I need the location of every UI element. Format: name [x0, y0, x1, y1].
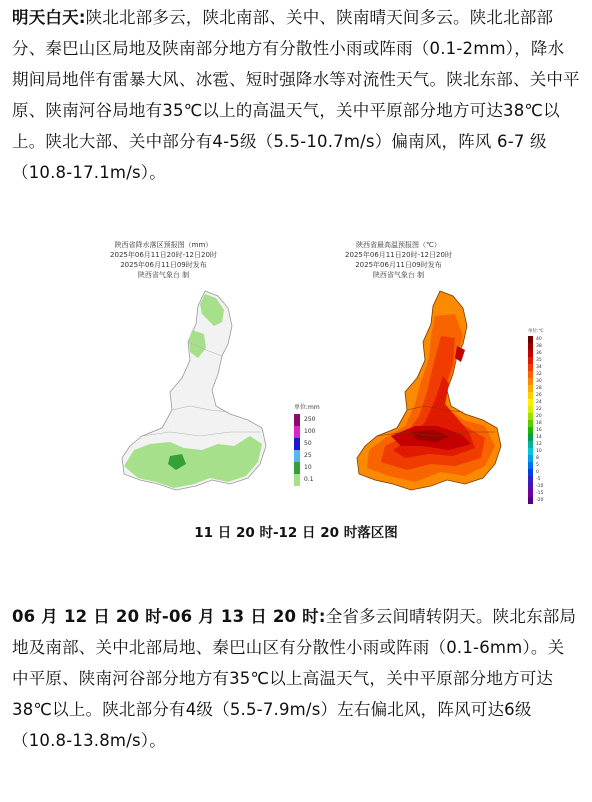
temp-legend-label: 10 — [536, 449, 542, 454]
rain-legend-swatch — [294, 474, 300, 486]
temp-legend-row — [528, 413, 544, 420]
temp-legend-swatch — [528, 336, 533, 343]
temp-legend-swatch — [528, 371, 533, 378]
temperature-legend — [528, 328, 544, 504]
temp-legend-label: -5 — [536, 477, 541, 482]
rain-map-title: 陕西省降水落区预报图（mm） — [114, 241, 213, 249]
temp-legend-label: 26 — [536, 393, 542, 398]
rain-legend-label: 250 — [304, 416, 316, 423]
forecast-maps — [0, 240, 592, 510]
rain-legend-row — [294, 450, 320, 462]
temp-legend-label: 22 — [536, 407, 542, 412]
temp-legend-label: 36 — [536, 351, 542, 356]
temp-legend-swatch — [528, 378, 533, 385]
temp-legend-swatch — [528, 476, 533, 483]
temp-legend-label: 12 — [536, 442, 542, 447]
temp-legend-row — [528, 357, 544, 364]
rain-legend-label: 25 — [304, 452, 312, 459]
rain-legend-title: 单位:mm — [294, 404, 320, 411]
forecast-tomorrow-text: 陕北北部多云，陕北南部、关中、陕南晴天间多云。陕北北部部分、秦巴山区局地及陕南部分地方有分散性小雨或阵雨（0.1-2mm），降水期间局地伴有雷暴大风、冰雹、短时强降水等对流性天气。陕北东部、关中平原、陕南河谷局地有35℃以上的高温天气，关中平原部分地方可达38℃以上。陕北大部、关中部分有4-5级（5.5-10.7m/s）偏南风，阵风 6-7 级（10.8-17.1m/s）。 — [12, 8, 580, 182]
rain-legend-row — [294, 414, 320, 426]
rain-legend-swatch — [294, 450, 300, 462]
temp-legend-row — [528, 462, 544, 469]
temp-legend-row — [528, 399, 544, 406]
temp-map-title: 陕西省最高温预报图（℃） — [356, 241, 441, 249]
temp-legend-label: -10 — [536, 484, 544, 489]
temp-legend-label: -20 — [536, 498, 544, 503]
temp-legend-label: 40 — [536, 337, 542, 342]
rain-legend-label: 10 — [304, 464, 312, 471]
temp-legend-label: 35 — [536, 358, 542, 363]
temp-legend-label: 38 — [536, 344, 542, 349]
temp-legend-row — [528, 469, 544, 476]
temp-legend-swatch — [528, 343, 533, 350]
temp-legend-swatch — [528, 497, 533, 504]
temp-legend-label: 30 — [536, 379, 542, 384]
maps-caption: 11 日 20 时-12 日 20 时落区图 — [194, 525, 398, 541]
temperature-forecast-map — [345, 286, 525, 501]
temp-legend-swatch — [528, 413, 533, 420]
rain-legend-row — [294, 426, 320, 438]
temp-legend-swatch — [528, 392, 533, 399]
rain-legend-swatch — [294, 426, 300, 438]
temp-legend-label: -15 — [536, 491, 544, 496]
forecast-tomorrow-paragraph — [12, 2, 580, 188]
temp-map-header — [331, 240, 466, 280]
forecast-tomorrow-label: 明天白天 — [12, 8, 79, 27]
temp-legend-row — [528, 476, 544, 483]
temp-legend-label: 18 — [536, 421, 542, 426]
temp-legend-row — [528, 392, 544, 399]
label-separator: : — [78, 8, 86, 27]
rain-map-header — [96, 240, 231, 280]
forecast-day-after-text: 全省多云间晴转阴天。陕北东部局地及南部、关中北部局地、秦巴山区有分散性小雨或阵雨（0.1-6mm）。关中平原、陕南河谷部分地方有35℃以上高温天气，关中平原部分地方可达38℃以上。陕北部分有4级（5.5-7.9m/s）左右偏北风，阵风可达6级（10.8-13.8m/s）。 — [12, 607, 577, 750]
temp-legend-swatch — [528, 483, 533, 490]
temp-legend-row — [528, 406, 544, 413]
rain-map-issued: 2025年06月11日09时发布 — [120, 261, 207, 269]
temp-legend-label: 16 — [536, 428, 542, 433]
temp-legend-row — [528, 378, 544, 385]
forecast-day-after-paragraph — [12, 601, 580, 756]
temp-legend-label: 8 — [536, 456, 539, 461]
rain-legend-label: 50 — [304, 440, 312, 447]
temp-map-org: 陕西省气象台 制 — [372, 271, 425, 279]
temp-legend-swatch — [528, 455, 533, 462]
temp-legend-row — [528, 434, 544, 441]
label-separator-2: : — [318, 607, 326, 626]
temp-legend-row — [528, 350, 544, 357]
temp-legend-row — [528, 490, 544, 497]
temp-legend-swatch — [528, 385, 533, 392]
temp-legend-row — [528, 336, 544, 343]
temp-legend-row — [528, 420, 544, 427]
rain-map-period: 2025年06月11日20时-12日20时 — [110, 251, 217, 259]
temp-legend-swatch — [528, 427, 533, 434]
temp-legend-row — [528, 448, 544, 455]
temp-legend-swatch — [528, 406, 533, 413]
temp-legend-swatch — [528, 357, 533, 364]
temp-legend-label: 20 — [536, 414, 542, 419]
temp-legend-row — [528, 427, 544, 434]
temp-legend-swatch — [528, 469, 533, 476]
temp-legend-swatch — [528, 434, 533, 441]
temp-legend-row — [528, 483, 544, 490]
temp-legend-label: 28 — [536, 386, 542, 391]
rain-legend-label: 0.1 — [304, 476, 314, 483]
temp-legend-swatch — [528, 462, 533, 469]
rain-legend — [294, 402, 320, 486]
temp-legend-label: 32 — [536, 372, 542, 377]
temp-legend-swatch — [528, 420, 533, 427]
temp-legend-row — [528, 364, 544, 371]
temp-legend-label: 14 — [536, 435, 542, 440]
rain-legend-swatch — [294, 414, 300, 426]
temp-map-period: 2025年06月11日20时-12日20时 — [345, 251, 452, 259]
rain-legend-label: 100 — [304, 428, 316, 435]
rain-legend-row — [294, 462, 320, 474]
temp-legend-swatch — [528, 399, 533, 406]
rain-legend-row — [294, 474, 320, 486]
rain-map-org: 陕西省气象台 制 — [137, 271, 190, 279]
temp-legend-row — [528, 385, 544, 392]
rain-legend-row — [294, 438, 320, 450]
temp-legend-swatch — [528, 490, 533, 497]
temp-legend-title: 单位:℃ — [528, 329, 544, 334]
temp-legend-swatch — [528, 441, 533, 448]
temp-legend-swatch — [528, 448, 533, 455]
temp-legend-row — [528, 441, 544, 448]
temp-legend-swatch — [528, 364, 533, 371]
temp-legend-label: 34 — [536, 365, 542, 370]
rain-forecast-map — [110, 286, 290, 501]
temp-legend-row — [528, 455, 544, 462]
temp-legend-label: 5 — [536, 463, 539, 468]
rain-legend-swatch — [294, 438, 300, 450]
temp-legend-row — [528, 497, 544, 504]
temp-legend-label: 0 — [536, 470, 539, 475]
temp-legend-label: 24 — [536, 400, 542, 405]
forecast-day-after-label: 06 月 12 日 20 时-06 月 13 日 20 时 — [12, 607, 319, 626]
temp-map-issued: 2025年06月11日09时发布 — [355, 261, 442, 269]
temp-legend-row — [528, 371, 544, 378]
rain-legend-swatch — [294, 462, 300, 474]
temp-legend-row — [528, 343, 544, 350]
temp-legend-swatch — [528, 350, 533, 357]
